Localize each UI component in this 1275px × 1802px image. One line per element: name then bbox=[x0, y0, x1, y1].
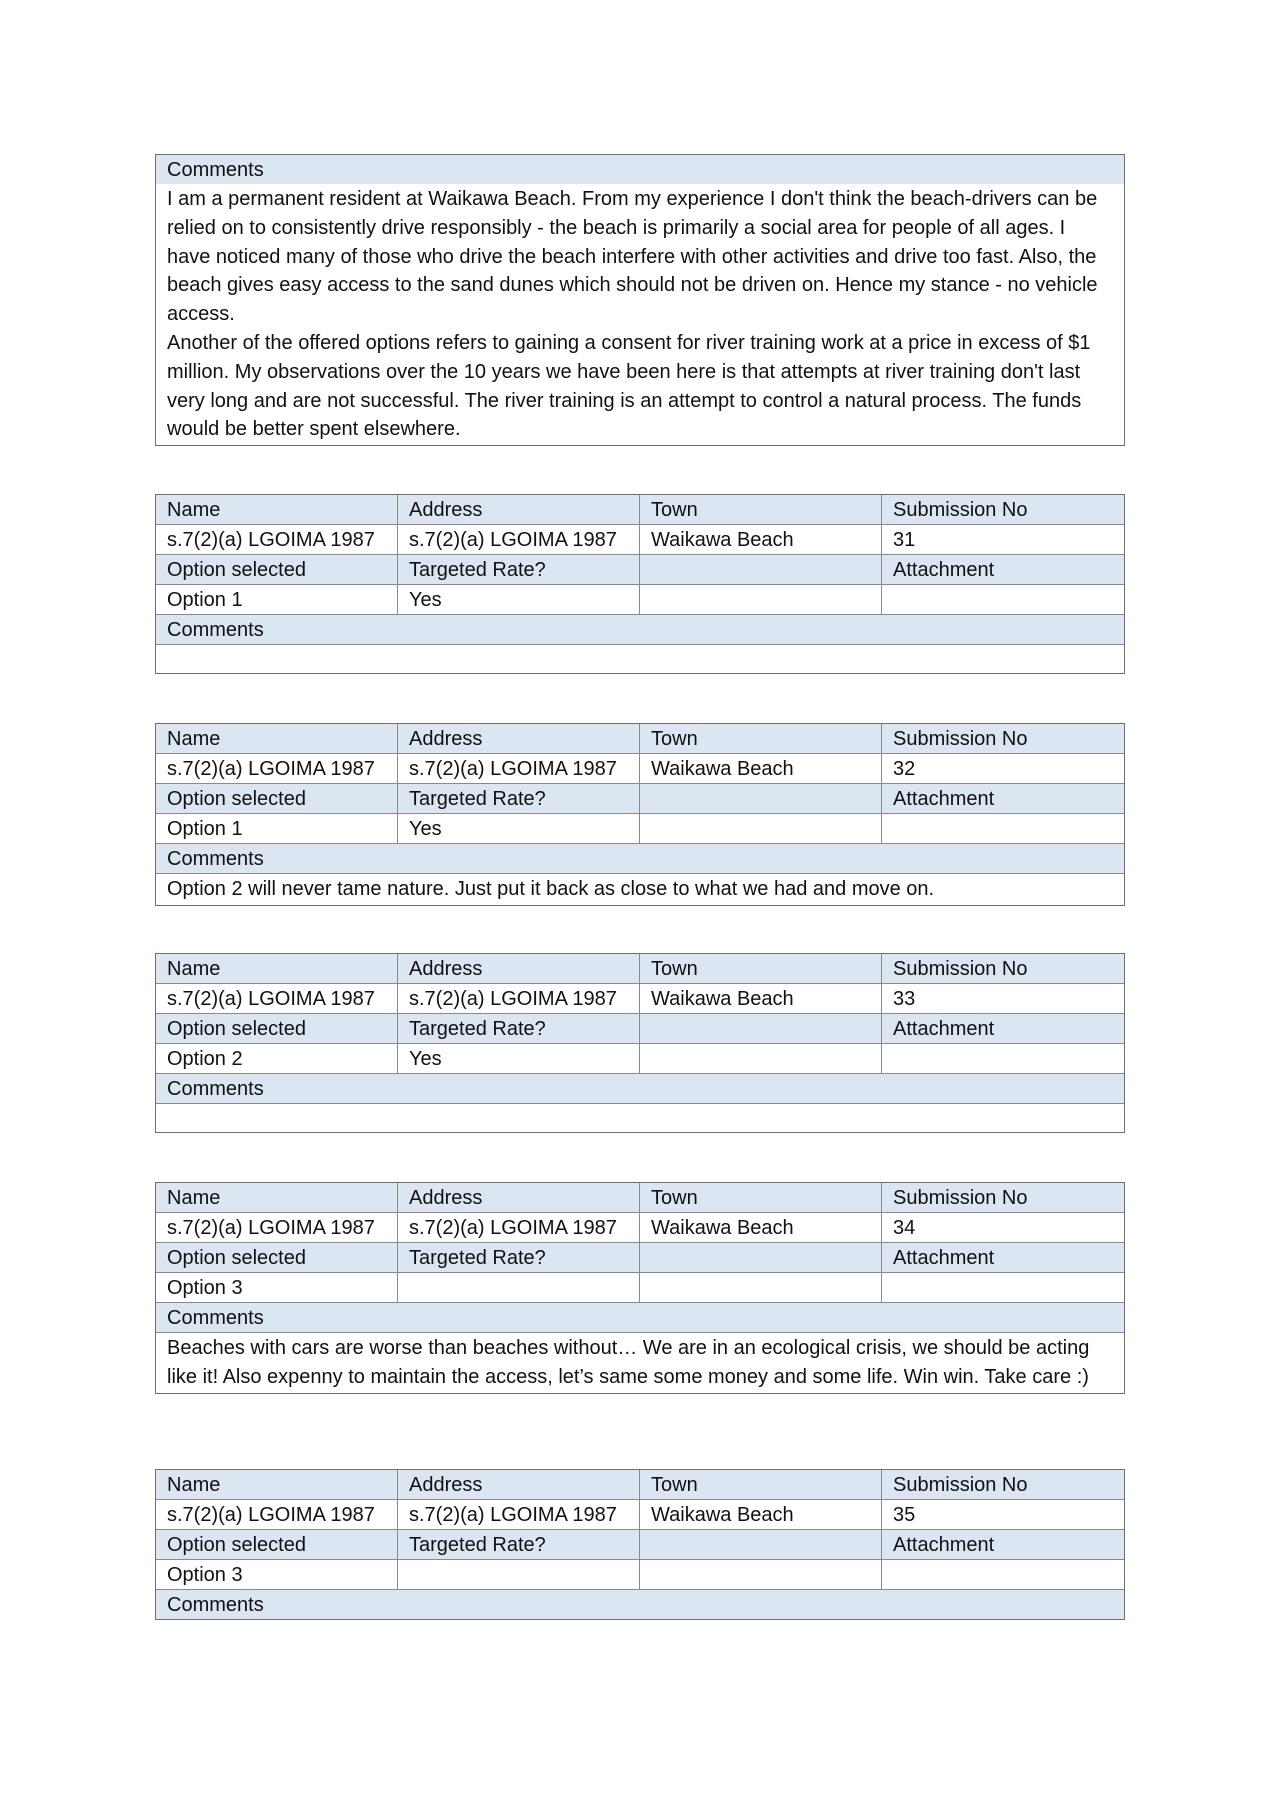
targeted-rate-value: Yes bbox=[398, 814, 640, 843]
town-value: Waikawa Beach bbox=[640, 754, 882, 783]
option-value: Option 3 bbox=[156, 1273, 398, 1302]
empty-cell bbox=[640, 814, 882, 843]
comment-block-continued bbox=[155, 154, 1125, 446]
submission-no-value: 35 bbox=[893, 1504, 916, 1526]
targeted-rate-value: Yes bbox=[398, 1044, 640, 1073]
empty-cell bbox=[640, 1044, 882, 1073]
header-row bbox=[156, 1183, 1124, 1213]
address-label: Address bbox=[398, 724, 640, 753]
option-value: Option 2 bbox=[156, 1044, 398, 1073]
address-label: Address bbox=[398, 1470, 640, 1499]
comment-text: Beaches with cars are worse than beaches without… We are in an ecological crisis, we should be acting like it! Also expenny to maintain the access, let’s same some money and some life. Win win. Take care :) bbox=[156, 1332, 1124, 1393]
town-value: Waikawa Beach bbox=[640, 525, 882, 554]
submission-no-value: 31 bbox=[893, 529, 916, 551]
submission-no-label: Submission No bbox=[893, 958, 1028, 980]
targeted-rate-label: Targeted Rate? bbox=[398, 555, 640, 584]
submission-no-label: Submission No bbox=[893, 1187, 1028, 1209]
attachment-label: Attachment bbox=[893, 1247, 995, 1269]
details-row bbox=[156, 754, 1124, 784]
name-value: s.7(2)(a) LGOIMA 1987 bbox=[156, 754, 398, 783]
targeted-rate-label: Targeted Rate? bbox=[398, 784, 640, 813]
option-selected-label: Option selected bbox=[156, 784, 398, 813]
comments-header: Comments bbox=[156, 615, 1124, 644]
attachment-value bbox=[882, 1044, 1124, 1073]
empty-cell bbox=[640, 555, 882, 584]
comment-text bbox=[156, 184, 1124, 445]
comments-header: Comments bbox=[156, 1590, 1124, 1619]
name-label: Name bbox=[156, 954, 398, 983]
submission-no-value: 32 bbox=[893, 758, 916, 780]
name-label: Name bbox=[156, 495, 398, 524]
address-value: s.7(2)(a) LGOIMA 1987 bbox=[398, 984, 640, 1013]
details-row bbox=[156, 1500, 1124, 1530]
submission-table bbox=[155, 723, 1125, 906]
option-row bbox=[156, 1273, 1124, 1303]
name-label: Name bbox=[156, 724, 398, 753]
town-label: Town bbox=[640, 724, 882, 753]
attachment-value bbox=[882, 1560, 1124, 1589]
submission-no-label: Submission No bbox=[893, 728, 1028, 750]
submission-table bbox=[155, 1182, 1125, 1394]
comment-text: Option 2 will never tame nature. Just put it back as close to what we had and move on. bbox=[156, 873, 1124, 905]
targeted-rate-value bbox=[398, 1273, 640, 1302]
submission-no-label: Submission No bbox=[893, 1474, 1028, 1496]
empty-cell bbox=[640, 1530, 882, 1559]
comment-paragraph: I am a permanent resident at Waikawa Beach. From my experience I don't think the beach-drivers can be relied on to consistently drive responsibly - the beach is primarily a social area for people of all ages. I have noticed many of those who drive the beach interfere with other activities and drive too fast. Also, the beach gives easy access to the sand dunes which should not be driven on. Hence my stance - no vehicle access. bbox=[167, 188, 1098, 326]
address-value: s.7(2)(a) LGOIMA 1987 bbox=[398, 525, 640, 554]
header-row bbox=[156, 724, 1124, 754]
targeted-rate-value bbox=[398, 1560, 640, 1589]
comment-text bbox=[156, 1103, 1124, 1132]
option-header-row bbox=[156, 1014, 1124, 1044]
comment-paragraph: Another of the offered options refers to gaining a consent for river training work at a price in excess of $1 million. My observations over the 10 years we have been here is that attempts at river training don't last very long and are not successful. The river training is an attempt to control a natural process. The funds would be better spent elsewhere. bbox=[167, 331, 1091, 441]
town-label: Town bbox=[640, 1183, 882, 1212]
attachment-value bbox=[882, 585, 1124, 614]
submission-no-value: 33 bbox=[893, 988, 916, 1010]
name-label: Name bbox=[156, 1183, 398, 1212]
attachment-label: Attachment bbox=[893, 1018, 995, 1040]
name-value: s.7(2)(a) LGOIMA 1987 bbox=[156, 525, 398, 554]
town-label: Town bbox=[640, 954, 882, 983]
targeted-rate-label: Targeted Rate? bbox=[398, 1530, 640, 1559]
option-header-row bbox=[156, 555, 1124, 585]
empty-cell bbox=[640, 1273, 882, 1302]
details-row bbox=[156, 525, 1124, 555]
option-value: Option 3 bbox=[156, 1560, 398, 1589]
town-label: Town bbox=[640, 495, 882, 524]
option-row bbox=[156, 1044, 1124, 1074]
option-selected-label: Option selected bbox=[156, 555, 398, 584]
attachment-label: Attachment bbox=[893, 559, 995, 581]
address-value: s.7(2)(a) LGOIMA 1987 bbox=[398, 1500, 640, 1529]
attachment-label: Attachment bbox=[893, 788, 995, 810]
name-value: s.7(2)(a) LGOIMA 1987 bbox=[156, 1213, 398, 1242]
attachment-value bbox=[882, 1273, 1124, 1302]
details-row bbox=[156, 984, 1124, 1014]
option-value: Option 1 bbox=[156, 814, 398, 843]
submission-table bbox=[155, 953, 1125, 1133]
option-selected-label: Option selected bbox=[156, 1014, 398, 1043]
submission-no-value: 34 bbox=[893, 1217, 916, 1239]
empty-cell bbox=[640, 784, 882, 813]
submission-no-label: Submission No bbox=[893, 499, 1028, 521]
option-row bbox=[156, 1560, 1124, 1590]
name-value: s.7(2)(a) LGOIMA 1987 bbox=[156, 984, 398, 1013]
targeted-rate-label: Targeted Rate? bbox=[398, 1014, 640, 1043]
option-value: Option 1 bbox=[156, 585, 398, 614]
comments-header: Comments bbox=[156, 155, 1124, 184]
comments-header: Comments bbox=[156, 1303, 1124, 1332]
town-value: Waikawa Beach bbox=[640, 1213, 882, 1242]
empty-cell bbox=[640, 1243, 882, 1272]
name-value: s.7(2)(a) LGOIMA 1987 bbox=[156, 1500, 398, 1529]
town-value: Waikawa Beach bbox=[640, 984, 882, 1013]
town-label: Town bbox=[640, 1470, 882, 1499]
option-selected-label: Option selected bbox=[156, 1243, 398, 1272]
attachment-value bbox=[882, 814, 1124, 843]
address-label: Address bbox=[398, 1183, 640, 1212]
comments-header: Comments bbox=[156, 1074, 1124, 1103]
comment-text bbox=[156, 644, 1124, 673]
empty-cell bbox=[640, 1560, 882, 1589]
header-row bbox=[156, 1470, 1124, 1500]
targeted-rate-label: Targeted Rate? bbox=[398, 1243, 640, 1272]
option-row bbox=[156, 814, 1124, 844]
targeted-rate-value: Yes bbox=[398, 585, 640, 614]
comments-header: Comments bbox=[156, 844, 1124, 873]
empty-cell bbox=[640, 585, 882, 614]
header-row bbox=[156, 495, 1124, 525]
address-value: s.7(2)(a) LGOIMA 1987 bbox=[398, 754, 640, 783]
name-label: Name bbox=[156, 1470, 398, 1499]
option-selected-label: Option selected bbox=[156, 1530, 398, 1559]
address-label: Address bbox=[398, 954, 640, 983]
attachment-label: Attachment bbox=[893, 1534, 995, 1556]
submission-table bbox=[155, 494, 1125, 674]
address-label: Address bbox=[398, 495, 640, 524]
details-row bbox=[156, 1213, 1124, 1243]
option-header-row bbox=[156, 784, 1124, 814]
town-value: Waikawa Beach bbox=[640, 1500, 882, 1529]
option-row bbox=[156, 585, 1124, 615]
option-header-row bbox=[156, 1530, 1124, 1560]
address-value: s.7(2)(a) LGOIMA 1987 bbox=[398, 1213, 640, 1242]
header-row bbox=[156, 954, 1124, 984]
submission-table bbox=[155, 1469, 1125, 1620]
option-header-row bbox=[156, 1243, 1124, 1273]
empty-cell bbox=[640, 1014, 882, 1043]
